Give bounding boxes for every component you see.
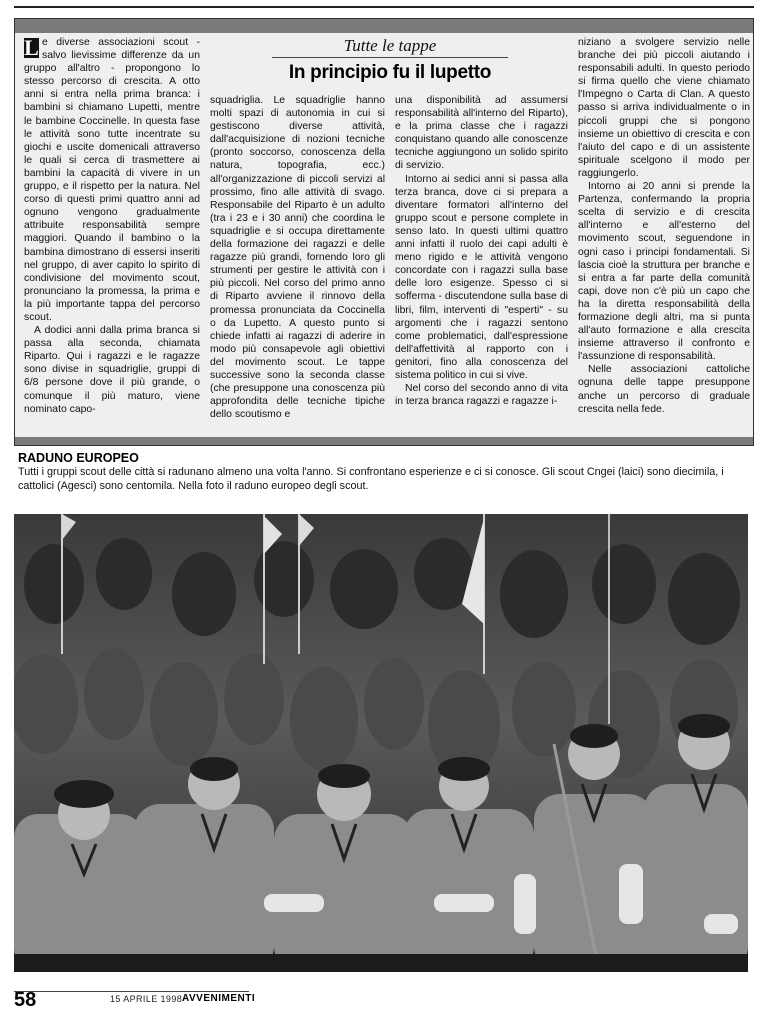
article-column-2 [210,94,385,434]
caption-body: Tutti i gruppi scout delle città si radunano almeno una volta l'anno. Si confrontano esperienze e ci si conosce. Gli scout Cngei (laici) sono diecimila, i cattolici (Agesci) sono centomila. Nella foto il raduno europeo degli scout. [18,466,724,492]
ground-shadow [14,954,748,972]
paragraph [24,36,200,324]
article-column-4 [578,36,750,434]
drop-cap: L [24,36,39,60]
kicker-rule [272,57,508,58]
paragraph: Intorno ai 20 anni si prende la Partenza, confermando la propria scelta di servizio e di crescita all'interno e all'esterno del movimento scout, seguendone in ogni caso i principi fondamentali. Si lascia cioè la struttura per branche e si entra a far parte della comunità capi, dove non c'è più un capo che ha la diretta responsabilità della formazione degli altri, ma si punta all'auto formazione e alla crescita insieme attraverso il confronto e l'assunzione di responsabilità. [578,181,750,363]
photo-illustration [14,514,748,972]
article-column-1 [24,36,200,434]
paragraph: A dodici anni dalla prima branca si passa alla seconda, chiamata Riparto. Qui i ragazzi e le ragazze sono divise in squadriglie, gruppi di 6/8 persone dove il più grande, o comunque il più maturo, viene nominato capo- [24,325,200,415]
box-bottom-band [15,437,753,445]
paragraph: squadriglia. Le squadriglie hanno molti spazi di autonomia in cui si gestiscono diverse attività, dall'acquisizione di nozioni tecniche (pronto soccorso, conoscenza della natura, topografia, ecc.) all'organizzazione di piccoli servizi al prossimo, fino alle attività di svago. Responsabile del Riparto è un adulto (tra i 23 e i 30 anni) che coordina le squadriglie e si occupa direttamente della formazione dei ragazzi e delle ragazze più grandi, fornendo loro gli strumenti per gestire le attività con i più piccoli. Nel corso del primo anno di Riparto avviene il rinnovo della promessa pronunciata da Coccinella o da Lupetto. A questo punto si chiede infatti ai ragazzi di aderire in modo più consapevole agli obiettivi del movimento scout. Le tappe successive sono la seconda classe (che presuppone una conoscenza più approfondita delle tecniche tipiche dello scoutismo e [210,95,385,421]
issue-date: 15 APRILE 1998 [110,994,183,1004]
paragraph-text: e diverse associazioni scout - salvo lievissime differenze da un gruppo all'altro - propongono lo stesso percorso di crescita. A otto anni si entra nella prima branca: i bambini si chiamano Lupetti, mentre le bambine Coccinelle. In questa fase le attività sono tutte incentrate su giochi e uscite domenicali attraverso le quali si cerca di trasmettere ai bambini la capacità di vivere in un gruppo, e il rispetto per la natura. Nel corso di questi primi quattro anni ad ognuno vengono gradualmente attribuite responsabilità sempre maggiori. Quando il bambino o la bambina dimostrano di essersi inseriti nel gruppo, di aver capito lo spirito di condivisione del movimento scout, pronunciano la promessa, la prima e la più importante tappa del percorso scout. [24,37,200,323]
article-headline: In principio fu il lupetto [288,62,492,83]
article-kicker: Tutte le tappe [343,36,437,55]
magazine-name: AVVENIMENTI [182,993,256,1004]
page-number: 58 [14,989,37,1010]
paragraph: Intorno ai sedici anni si passa alla terza branca, dove ci si prepara a diventare formatori all'interno del gruppo scout e persone complete in senso lato. In questi ultimi quattro anni infatti il ruolo dei capi adulti è meno rigido e le attività vengono concordate con i ragazzi sulla base delle loro esigenze. Spesso ci si sofferma - discutendone sulla base di libri, film, interventi di "esperti" - su argomenti che i ragazzi sentono come problematici, dall'espressione dell'affettività al rapporto con i genitori, fino alla conoscenza del sistema politico in cui si vive. [395,173,568,381]
top-rule [14,6,754,8]
footer-rule [14,991,249,992]
paragraph: Nel corso del secondo anno di vita in terza branca ragazzi e ragazze i- [395,383,568,408]
scout-rally-photo [14,514,748,972]
article-column-3 [395,94,568,434]
paragraph: Nelle associazioni cattoliche ognuna delle tappe presuppone anche un percorso di graduale crescita nella fede. [578,364,750,415]
caption-title: RADUNO EUROPEO [18,451,139,465]
box-top-band [15,19,753,33]
paragraph: niziano a svolgere servizio nelle branche dei più piccoli aiutando i responsabili adulti. In questo periodo si firma quello che viene chiamato l'Impegno o Carta di Clan. A questo passo si arriva individualmente o in piccoli gruppi che si pongono insieme un obiettivo di crescita e con l'aiuto del capo e di un assistente spirituale scelgono il modo per raggiungerlo. [578,37,750,179]
paragraph: una disponibilità ad assumersi responsabilità all'interno del Riparto), e la prima classe che i ragazzi conquistano quando alle conoscenze tecniche aggiungono un solido spirito di servizio. [395,95,568,172]
